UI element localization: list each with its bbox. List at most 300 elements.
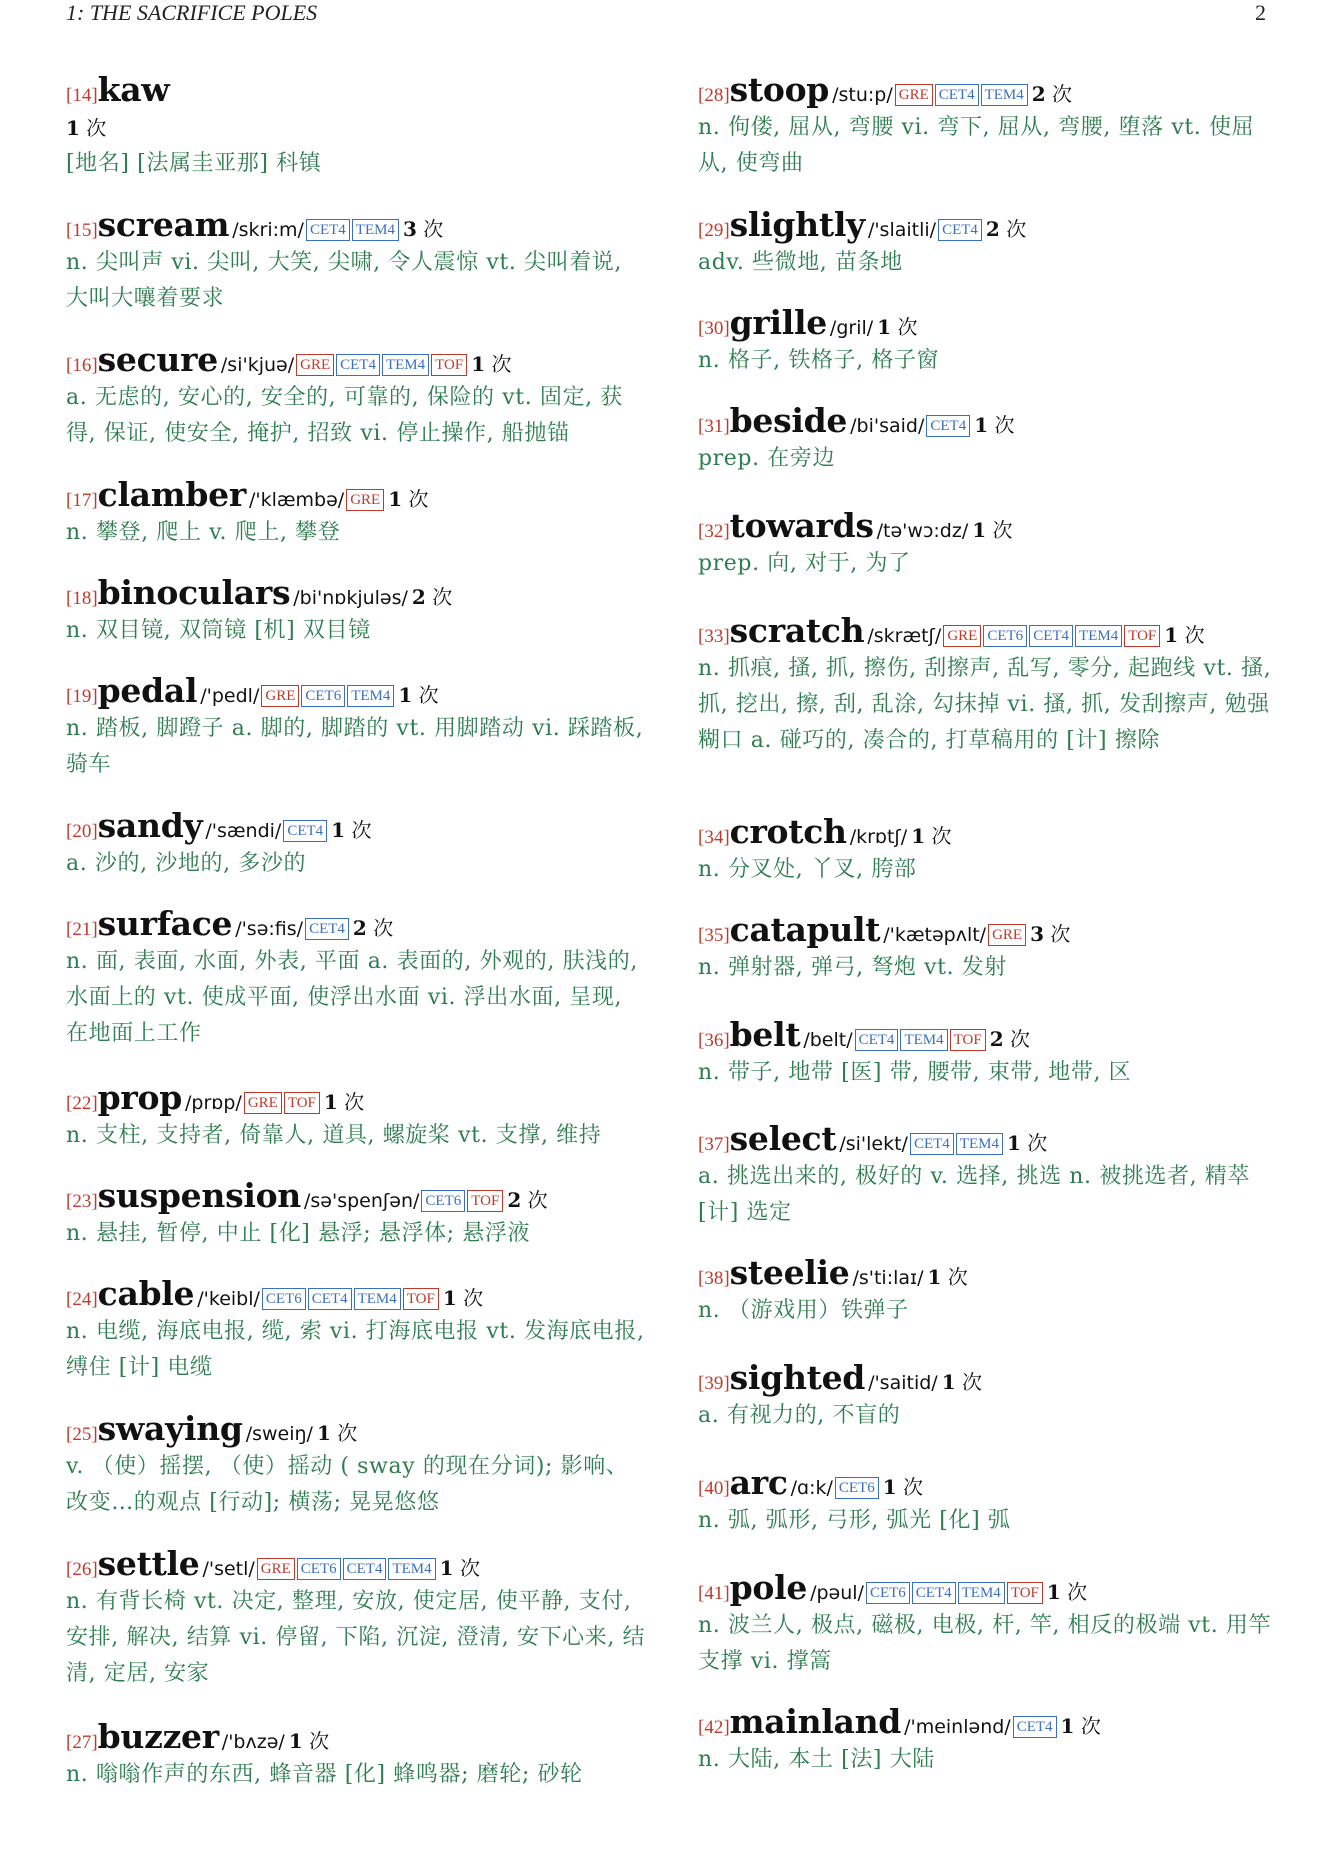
- occurrence-count: [331, 818, 371, 842]
- entry-index: [32]: [698, 521, 730, 542]
- occurrence-count: [443, 1286, 483, 1310]
- count-number: 3: [402, 217, 417, 241]
- count-unit: 次: [994, 413, 1015, 437]
- occurrence-count: [927, 1265, 967, 1289]
- definition: n. 电缆, 海底电报, 缆, 索 vi. 打海底电报 vt. 发海底电报, 缚住 [计] 电缆: [66, 1319, 645, 1380]
- count-unit: 次: [931, 824, 952, 848]
- definition: n. 弹射器, 弹弓, 弩炮 vt. 发射: [698, 955, 1007, 980]
- entry-headline: [66, 573, 646, 613]
- entry-index: [29]: [698, 220, 730, 241]
- exam-tag-cet6: CET6: [421, 1190, 465, 1212]
- count-number: 1: [1164, 623, 1179, 647]
- dictionary-entry: [698, 1702, 1278, 1778]
- entry-headline: [66, 671, 646, 711]
- exam-tag-cet4: CET4: [1013, 1716, 1057, 1738]
- pronunciation: /si'lekt/: [839, 1133, 908, 1155]
- occurrence-count: [353, 916, 393, 940]
- exam-tag-tem4: TEM4: [1075, 625, 1122, 647]
- entry-index: [17]: [66, 490, 98, 511]
- definition: prep. 向, 对于, 为了: [698, 551, 911, 576]
- count-number: 1: [941, 1370, 956, 1394]
- pronunciation: /bi'said/: [850, 415, 925, 437]
- exam-tag-cet4: CET4: [855, 1029, 899, 1051]
- exam-tag-cet4: CET4: [935, 84, 979, 106]
- entry-index: [30]: [698, 318, 730, 339]
- definition: n. 支柱, 支持者, 倚靠人, 道具, 螺旋桨 vt. 支撑, 维持: [66, 1123, 602, 1148]
- pronunciation: /'meinlənd/: [904, 1716, 1011, 1738]
- entry-headline: [698, 611, 1278, 651]
- count-number: 2: [989, 1027, 1004, 1051]
- entry-index: [37]: [698, 1134, 730, 1155]
- count-unit: 次: [86, 116, 107, 140]
- headword: scream: [97, 205, 230, 244]
- count-unit: 次: [1080, 1714, 1101, 1738]
- entry-headline: [66, 1717, 646, 1757]
- entry-headline: [66, 1176, 646, 1216]
- pronunciation: /tə'wɔ:dz/: [876, 520, 969, 542]
- entry-headline: [66, 340, 646, 380]
- dictionary-entry: [66, 70, 646, 182]
- occurrence-count: [974, 413, 1014, 437]
- pronunciation: /'slaitli/: [867, 219, 937, 241]
- headword: arc: [729, 1463, 788, 1502]
- headword: sandy: [97, 806, 203, 845]
- definition: n. 尖叫声 vi. 尖叫, 大笑, 尖啸, 令人震惊 vt. 尖叫着说, 大叫大嚷着要求: [66, 250, 623, 311]
- headword: grille: [729, 303, 827, 342]
- pronunciation: /krɒtʃ/: [849, 826, 908, 848]
- dictionary-entry: [66, 1176, 646, 1252]
- definition: n. 双目镜, 双筒镜 [机] 双目镜: [66, 618, 371, 643]
- occurrence-count: [883, 1475, 923, 1499]
- exam-tag-tem4: TEM4: [958, 1582, 1005, 1604]
- exam-tag-cet4: CET4: [336, 354, 380, 376]
- exam-tag-tof: TOF: [1124, 625, 1160, 647]
- entry-headline: [66, 904, 646, 944]
- dictionary-entry: [66, 904, 646, 1052]
- count-number: 1: [1046, 1580, 1061, 1604]
- occurrence-count: [1061, 1714, 1101, 1738]
- occurrence-count: [440, 1556, 480, 1580]
- exam-tag-tem4: TEM4: [352, 219, 399, 241]
- headword: settle: [97, 1544, 200, 1583]
- entry-headline: [698, 205, 1278, 245]
- exam-tag-gre: GRE: [296, 354, 334, 376]
- occurrence-count: [412, 585, 452, 609]
- definition: n. 踏板, 脚蹬子 a. 脚的, 脚踏的 vt. 用脚踏动 vi. 踩踏板, 骑车: [66, 716, 644, 777]
- count-unit: 次: [1052, 82, 1073, 106]
- count-number: 1: [882, 1475, 897, 1499]
- definition: n. （游戏用）铁弹子: [698, 1298, 909, 1323]
- headword: secure: [97, 340, 218, 379]
- definition: prep. 在旁边: [698, 446, 836, 471]
- exam-tag-tem4: TEM4: [388, 1558, 435, 1580]
- entry-headline: [698, 1119, 1278, 1159]
- pronunciation: /si'kjuə/: [220, 354, 295, 376]
- count-number: 1: [911, 824, 926, 848]
- exam-tag-tem4: TEM4: [900, 1029, 947, 1051]
- occurrence-count: [1032, 82, 1072, 106]
- exam-tag-gre: GRE: [257, 1558, 295, 1580]
- headword: slightly: [729, 205, 865, 244]
- entry-headline: [698, 303, 1278, 343]
- count-number: 2: [507, 1188, 522, 1212]
- entry-index: [22]: [66, 1093, 98, 1114]
- entry-index: [40]: [698, 1478, 730, 1499]
- pronunciation: /'sə:fis/: [235, 918, 304, 940]
- count-number: 2: [985, 217, 1000, 241]
- count-unit: 次: [527, 1188, 548, 1212]
- exam-tag-cet6: CET6: [835, 1477, 879, 1499]
- count-line: [66, 110, 646, 146]
- entry-index: [34]: [698, 827, 730, 848]
- count-unit: 次: [1006, 217, 1027, 241]
- count-number: 1: [398, 683, 413, 707]
- headword: belt: [729, 1015, 801, 1054]
- headword: pole: [729, 1568, 808, 1607]
- headword: towards: [729, 506, 874, 545]
- pronunciation: /s'ti:laɪ/: [852, 1267, 924, 1289]
- headword: mainland: [729, 1702, 902, 1741]
- exam-tag-tof: TOF: [431, 354, 467, 376]
- occurrence-count: [972, 518, 1012, 542]
- definition: a. 有视力的, 不盲的: [698, 1403, 901, 1428]
- occurrence-count: [877, 315, 917, 339]
- definition: v. （使）摇摆, （使）摇动 ( sway 的现在分词); 影响、改变…的观点 [行动]; 横荡; 晃晃悠悠: [66, 1454, 629, 1515]
- pronunciation: /sweiŋ/: [245, 1423, 313, 1445]
- exam-tag-cet4: CET4: [306, 219, 350, 241]
- occurrence-count: [317, 1421, 357, 1445]
- entry-index: [28]: [698, 85, 730, 106]
- dictionary-entry: [66, 1078, 646, 1154]
- headword: clamber: [97, 475, 246, 514]
- dictionary-entry: [66, 1274, 646, 1386]
- pronunciation: /sə'spenʃən/: [304, 1190, 420, 1212]
- occurrence-count: [324, 1090, 364, 1114]
- dictionary-entry: [698, 205, 1278, 281]
- entry-index: [14]: [66, 85, 98, 106]
- headword: beside: [729, 401, 848, 440]
- occurrence-count: [1047, 1580, 1087, 1604]
- exam-tag-gre: GRE: [895, 84, 933, 106]
- entry-headline: [66, 1544, 646, 1584]
- exam-tag-tem4: TEM4: [354, 1288, 401, 1310]
- definition: n. 攀登, 爬上 v. 爬上, 攀登: [66, 520, 341, 545]
- pronunciation: /stu:p/: [832, 84, 893, 106]
- entry-index: [18]: [66, 588, 98, 609]
- exam-tag-tof: TOF: [284, 1092, 320, 1114]
- pronunciation: /pəul/: [810, 1582, 864, 1604]
- dictionary-entry: [698, 1015, 1278, 1091]
- count-unit: 次: [309, 1729, 330, 1753]
- headword: crotch: [729, 812, 847, 851]
- count-unit: 次: [459, 1556, 480, 1580]
- exam-tag-cet4: CET4: [1029, 625, 1073, 647]
- occurrence-count: [990, 1027, 1030, 1051]
- exam-tag-cet4: CET4: [343, 1558, 387, 1580]
- count-number: 1: [877, 315, 892, 339]
- count-number: 2: [352, 916, 367, 940]
- count-unit: 次: [961, 1370, 982, 1394]
- headword: catapult: [729, 910, 881, 949]
- headword: kaw: [97, 70, 170, 109]
- occurrence-count: [507, 1188, 547, 1212]
- occurrence-count: [66, 116, 106, 140]
- count-number: 1: [66, 116, 80, 140]
- entry-headline: [698, 70, 1278, 110]
- exam-tag-cet4: CET4: [308, 1288, 352, 1310]
- entry-index: [39]: [698, 1373, 730, 1394]
- count-unit: 次: [897, 315, 918, 339]
- pronunciation: /skri:m/: [232, 219, 304, 241]
- count-number: 1: [316, 1421, 331, 1445]
- dictionary-entry: [66, 671, 646, 783]
- count-number: 1: [388, 487, 403, 511]
- dictionary-entry: [66, 1717, 646, 1793]
- pronunciation: /'keibl/: [197, 1288, 260, 1310]
- definition: n. 嗡嗡作声的东西, 蜂音器 [化] 蜂鸣器; 磨轮; 砂轮: [66, 1762, 583, 1787]
- definition: n. 波兰人, 极点, 磁极, 电极, 杆, 竿, 相反的极端 vt. 用竿支撑 vi. 撑篙: [698, 1613, 1272, 1674]
- count-number: 1: [442, 1286, 457, 1310]
- count-unit: 次: [418, 683, 439, 707]
- count-unit: 次: [351, 818, 372, 842]
- exam-tag-cet6: CET6: [983, 625, 1027, 647]
- exam-tag-cet6: CET6: [866, 1582, 910, 1604]
- pronunciation: /skrætʃ/: [867, 625, 942, 647]
- exam-tag-gre: GRE: [244, 1092, 282, 1114]
- entry-headline: [698, 506, 1278, 546]
- entry-headline: [698, 1702, 1278, 1742]
- exam-tag-cet6: CET6: [262, 1288, 306, 1310]
- entry-index: [27]: [66, 1732, 98, 1753]
- definition: n. 分叉处, 丫叉, 胯部: [698, 857, 917, 882]
- entry-index: [19]: [66, 686, 98, 707]
- dictionary-entry: [698, 1463, 1278, 1539]
- entry-index: [15]: [66, 220, 98, 241]
- dictionary-entry: [66, 1409, 646, 1521]
- count-unit: 次: [344, 1090, 365, 1114]
- definition: n. 佝偻, 屈从, 弯腰 vi. 弯下, 屈从, 弯腰, 堕落 vt. 使屈从, 使弯曲: [698, 115, 1255, 176]
- entry-index: [42]: [698, 1717, 730, 1738]
- headword: swaying: [97, 1409, 243, 1448]
- dictionary-entry: [698, 611, 1278, 759]
- exam-tag-tof: TOF: [467, 1190, 503, 1212]
- pronunciation: /'setl/: [202, 1558, 255, 1580]
- exam-tag-tem4: TEM4: [956, 1133, 1003, 1155]
- occurrence-count: [398, 683, 438, 707]
- pronunciation: /belt/: [803, 1029, 853, 1051]
- exam-tag-cet6: CET6: [297, 1558, 341, 1580]
- pronunciation: /'sændi/: [205, 820, 282, 842]
- dictionary-entry: [66, 475, 646, 551]
- entry-headline: [66, 1274, 646, 1314]
- exam-tag-gre: GRE: [943, 625, 981, 647]
- entry-index: [21]: [66, 919, 98, 940]
- dictionary-entry: [66, 806, 646, 882]
- dictionary-entry: [698, 1568, 1278, 1680]
- entry-index: [20]: [66, 821, 98, 842]
- definition: n. 面, 表面, 水面, 外表, 平面 a. 表面的, 外观的, 肤浅的, 水面上的 vt. 使成平面, 使浮出水面 vi. 浮出水面, 呈现, 在地面上工作: [66, 949, 638, 1046]
- count-unit: 次: [1009, 1027, 1030, 1051]
- count-number: 1: [972, 518, 987, 542]
- dictionary-entry: [66, 1544, 646, 1692]
- definition: a. 无虑的, 安心的, 安全的, 可靠的, 保险的 vt. 固定, 获得, 保证, 使安全, 掩护, 招致 vi. 停止操作, 船抛锚: [66, 385, 623, 446]
- count-number: 3: [1030, 922, 1044, 946]
- count-number: 1: [471, 352, 486, 376]
- exam-tag-tem4: TEM4: [382, 354, 429, 376]
- entry-index: [26]: [66, 1559, 98, 1580]
- entry-headline: [698, 1463, 1278, 1503]
- headword: scratch: [729, 611, 865, 650]
- chapter-title: 1: THE SACRIFICE POLES: [66, 0, 318, 25]
- dictionary-entry: [66, 205, 646, 317]
- page-header: [66, 0, 1266, 30]
- dictionary-entry: [698, 1119, 1278, 1231]
- exam-tag-cet4: CET4: [938, 219, 982, 241]
- pronunciation: /'pedl/: [200, 685, 260, 707]
- occurrence-count: [1007, 1131, 1047, 1155]
- entry-index: [33]: [698, 626, 730, 647]
- exam-tag-cet4: CET4: [283, 820, 327, 842]
- headword: stoop: [729, 70, 830, 109]
- definition: n. 格子, 铁格子, 格子窗: [698, 348, 940, 373]
- definition: adv. 些微地, 苗条地: [698, 250, 903, 275]
- dictionary-entry: [698, 70, 1278, 182]
- count-number: 1: [288, 1729, 303, 1753]
- headword: select: [729, 1119, 837, 1158]
- entry-index: [16]: [66, 355, 98, 376]
- entry-index: [25]: [66, 1424, 98, 1445]
- exam-tag-tof: TOF: [950, 1029, 986, 1051]
- entry-index: [31]: [698, 416, 730, 437]
- occurrence-count: [1164, 623, 1204, 647]
- count-number: 2: [1031, 82, 1046, 106]
- entry-headline: [698, 401, 1278, 441]
- count-unit: 次: [1067, 1580, 1088, 1604]
- definition: n. 悬挂, 暂停, 中止 [化] 悬浮; 悬浮体; 悬浮液: [66, 1221, 531, 1246]
- headword: cable: [97, 1274, 195, 1313]
- entry-index: [24]: [66, 1289, 98, 1310]
- entry-headline: [66, 1409, 646, 1449]
- entry-index: [41]: [698, 1583, 730, 1604]
- pronunciation: /'bʌzə/: [221, 1731, 285, 1753]
- entry-headline: [698, 1015, 1278, 1055]
- dictionary-entry: [66, 340, 646, 452]
- entry-index: [36]: [698, 1030, 730, 1051]
- count-number: 1: [323, 1090, 338, 1114]
- exam-tag-cet4: CET4: [910, 1133, 954, 1155]
- exam-tag-tof: TOF: [1007, 1582, 1043, 1604]
- definition: n. 有背长椅 vt. 决定, 整理, 安放, 使定居, 使平静, 支付, 安排, 解决, 结算 vi. 停留, 下陷, 沉淀, 澄清, 安下心来, 结清, 定居, 安家: [66, 1589, 646, 1686]
- occurrence-count: [403, 217, 443, 241]
- headword: buzzer: [97, 1717, 219, 1756]
- entry-headline: [66, 70, 646, 110]
- dictionary-entry: [698, 1253, 1278, 1329]
- definition: n. 抓痕, 搔, 抓, 擦伤, 刮擦声, 乱写, 零分, 起跑线 vt. 搔, 抓, 挖出, 擦, 刮, 乱涂, 勾抹掉 vi. 搔, 抓, 发刮擦声, 勉强糊口 a. 碰巧的, 凑合的, 打草稿用的 [计] 擦除: [698, 656, 1272, 753]
- occurrence-count: [471, 352, 511, 376]
- headword: surface: [97, 904, 233, 943]
- entry-headline: [698, 812, 1278, 852]
- dictionary-entry: [698, 1358, 1278, 1434]
- headword: sighted: [729, 1358, 866, 1397]
- count-unit: 次: [1050, 922, 1071, 946]
- pronunciation: /ɑ:k/: [790, 1477, 833, 1499]
- definition: a. 挑选出来的, 极好的 v. 选择, 挑选 n. 被挑选者, 精萃 [计] 选定: [698, 1164, 1251, 1225]
- count-unit: 次: [491, 352, 512, 376]
- count-unit: 次: [1184, 623, 1205, 647]
- occurrence-count: [942, 1370, 982, 1394]
- headword: suspension: [97, 1176, 301, 1215]
- occurrence-count: [289, 1729, 329, 1753]
- entry-headline: [66, 806, 646, 846]
- exam-tag-cet4: CET4: [912, 1582, 956, 1604]
- dictionary-entry: [698, 910, 1278, 986]
- entry-index: [38]: [698, 1268, 730, 1289]
- page-number: 2: [1255, 0, 1266, 25]
- exam-tag-gre: GRE: [988, 924, 1026, 946]
- pronunciation: /'klæmbə/: [248, 489, 345, 511]
- definition: n. 大陆, 本土 [法] 大陆: [698, 1747, 935, 1772]
- pronunciation: /prɒp/: [185, 1092, 242, 1114]
- definition: n. 带子, 地带 [医] 带, 腰带, 束带, 地带, 区: [698, 1060, 1132, 1085]
- exam-tag-gre: GRE: [346, 489, 384, 511]
- entry-headline: [66, 475, 646, 515]
- count-number: 1: [927, 1265, 942, 1289]
- exam-tag-cet6: CET6: [301, 685, 345, 707]
- count-unit: 次: [373, 916, 394, 940]
- exam-tag-tem4: TEM4: [347, 685, 394, 707]
- count-number: 1: [331, 818, 346, 842]
- count-number: 1: [974, 413, 989, 437]
- count-unit: 次: [903, 1475, 924, 1499]
- headword: prop: [97, 1078, 183, 1117]
- count-unit: 次: [337, 1421, 358, 1445]
- pronunciation: /bi'nɒkjuləs/: [293, 587, 408, 609]
- pronunciation: /'kætəpʌlt/: [883, 924, 987, 946]
- headword: pedal: [97, 671, 198, 710]
- dictionary-entry: [698, 303, 1278, 379]
- definition: [地名] [法属圭亚那] 科镇: [66, 151, 322, 176]
- entry-headline: [66, 1078, 646, 1118]
- entry-index: [35]: [698, 925, 730, 946]
- dictionary-entry: [698, 401, 1278, 477]
- entry-headline: [698, 1358, 1278, 1398]
- entry-index: [23]: [66, 1191, 98, 1212]
- headword: steelie: [729, 1253, 850, 1292]
- definition: a. 沙的, 沙地的, 多沙的: [66, 851, 307, 876]
- dictionary-entry: [698, 812, 1278, 888]
- entry-headline: [698, 1253, 1278, 1293]
- definition: n. 弧, 弧形, 弓形, 弧光 [化] 弧: [698, 1508, 1011, 1533]
- entry-headline: [66, 205, 646, 245]
- pronunciation: /gril/: [829, 317, 874, 339]
- count-number: 2: [411, 585, 426, 609]
- count-unit: 次: [947, 1265, 968, 1289]
- count-unit: 次: [992, 518, 1013, 542]
- headword: binoculars: [97, 573, 291, 612]
- occurrence-count: [388, 487, 428, 511]
- count-unit: 次: [432, 585, 453, 609]
- exam-tag-cet4: CET4: [926, 415, 970, 437]
- count-unit: 次: [1027, 1131, 1048, 1155]
- count-number: 1: [439, 1556, 454, 1580]
- dictionary-entry: [698, 506, 1278, 582]
- occurrence-count: [1030, 922, 1070, 946]
- exam-tag-gre: GRE: [261, 685, 299, 707]
- occurrence-count: [911, 824, 951, 848]
- count-number: 1: [1060, 1714, 1075, 1738]
- dictionary-entry: [66, 573, 646, 649]
- count-unit: 次: [408, 487, 429, 511]
